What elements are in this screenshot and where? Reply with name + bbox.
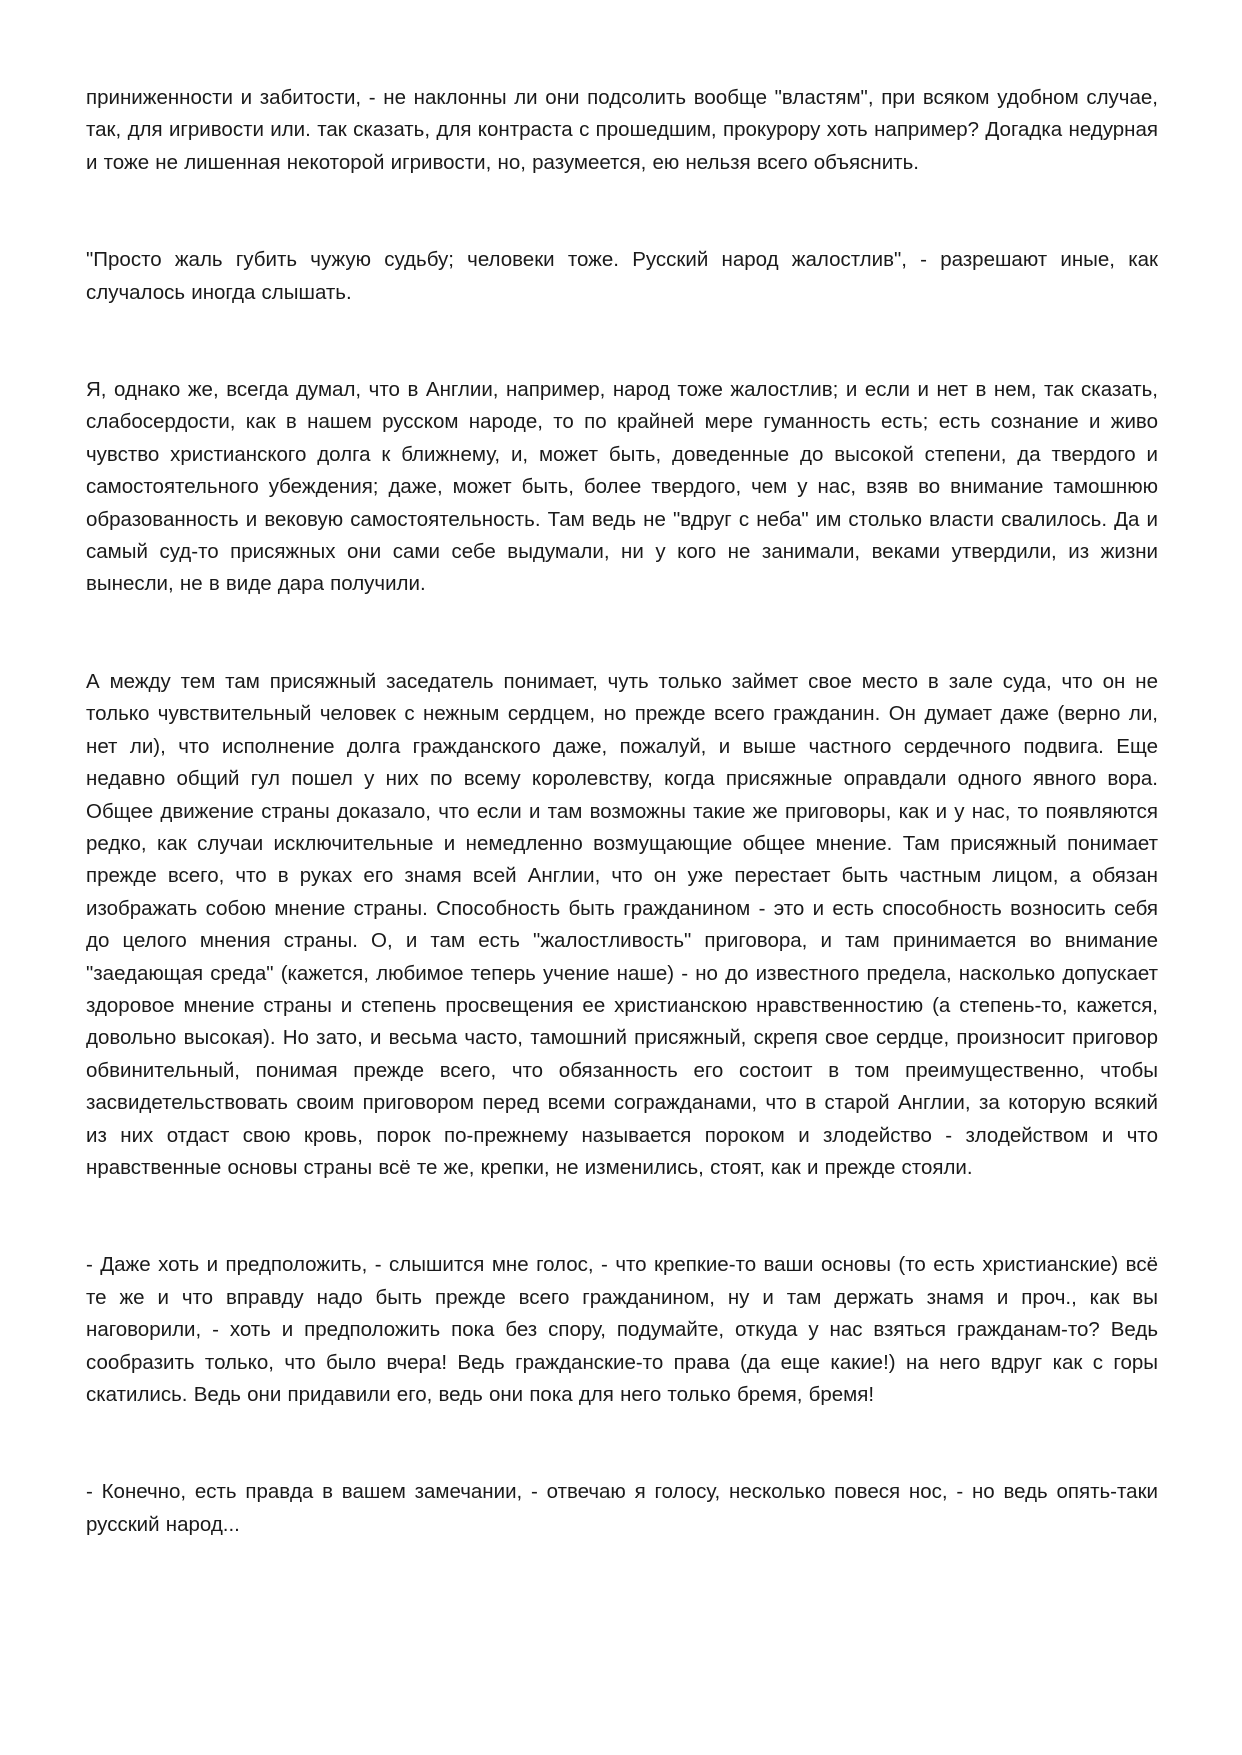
paragraph: приниженности и забитости, - не наклонны ли они подсолить вообще "властям", при всяком удобном случае, так, для игривости или. так сказать, для контраста с прошедшим, прокурору хоть например? Догадка недурная и тоже не лишенная некоторой игривости, но, разумеется, ею нельзя всего объяснить. xyxy=(86,86,1158,174)
document-page xyxy=(86,82,1158,1606)
paragraph: - Даже хоть и предположить, - слышится мне голос, - что крепкие-то ваши основы (то есть христианские) всё те же и что вправду надо быть прежде всего гражданином, ну и там держать знамя и проч., как вы наговорили, - хоть и предположить пока без спору, подумайте, откуда у нас взяться гражданам-то? Ведь сообразить только, что было вчера! Ведь гражданские-то права (да еще какие!) на него вдруг как с горы скатились. Ведь они придавили его, ведь они пока для него только бремя, бремя! xyxy=(86,1253,1158,1406)
paragraph: Я, однако же, всегда думал, что в Англии, например, народ тоже жалостлив; и если и нет в нем, так сказать, слабосердости, как в нашем русском народе, то по крайней мере гуманность есть; есть сознание и живо чувство христианского долга к ближнему, и, может быть, доведенные до высокой степени, да твердого и самостоятельного убеждения; даже, может быть, более твердого, чем у нас, взяв во внимание тамошнюю образованность и вековую самостоятельность. Там ведь не "вдруг с неба" им столько власти свалилось. Да и самый суд-то присяжных они сами себе выдумали, ни у кого не занимали, веками утвердили, из жизни вынесли, не в виде дара получили. xyxy=(86,378,1158,596)
paragraph: - Конечно, есть правда в вашем замечании, - отвечаю я голосу, несколько повеся нос, - но ведь опять-таки русский народ... xyxy=(86,1480,1158,1536)
paragraph: "Просто жаль губить чужую судьбу; человеки тоже. Русский народ жалостлив", - разрешают иные, как случалось иногда слышать. xyxy=(86,248,1158,304)
paragraph: А между тем там присяжный заседатель понимает, чуть только займет свое место в зале суда, что он не только чувствительный человек с нежным сердцем, но прежде всего гражданин. Он думает даже (верно ли, нет ли), что исполнение долга гражданского даже, пожалуй, и выше частного сердечного подвига. Еще недавно общий гул пошел у них по всему королевству, когда присяжные оправдали одного явного вора. Общее движение страны доказало, что если и там возможны такие же приговоры, как и у нас, то появляются редко, как случаи исключительные и немедленно возмущающие общее мнение. Там присяжный понимает прежде всего, что в руках его знамя всей Англии, что он уже перестает быть частным лицом, а обязан изображать собою мнение страны. Способность быть гражданином - это и есть способность возносить себя до целого мнения страны. О, и там есть "жалостливость" приговора, и там принимается во внимание "заедающая среда" (кажется, любимое теперь учение наше) - но до известного предела, насколько допускает здоровое мнение страны и степень просвещения ее христианскою нравственностию (а степень-то, кажется, довольно высокая). Но зато, и весьма часто, тамошний присяжный, скрепя свое сердце, произносит приговор обвинительный, понимая прежде всего, что обязанность его состоит в том преимущественно, чтобы засвидетельствовать своим приговором перед всеми согражданами, что в старой Англии, за которую всякий из них отдаст свою кровь, порок по-прежнему называется пороком и злодейство - злодейством и что нравственные основы страны всё те же, крепки, не изменились, стоят, как и прежде стояли. xyxy=(86,669,1158,1179)
